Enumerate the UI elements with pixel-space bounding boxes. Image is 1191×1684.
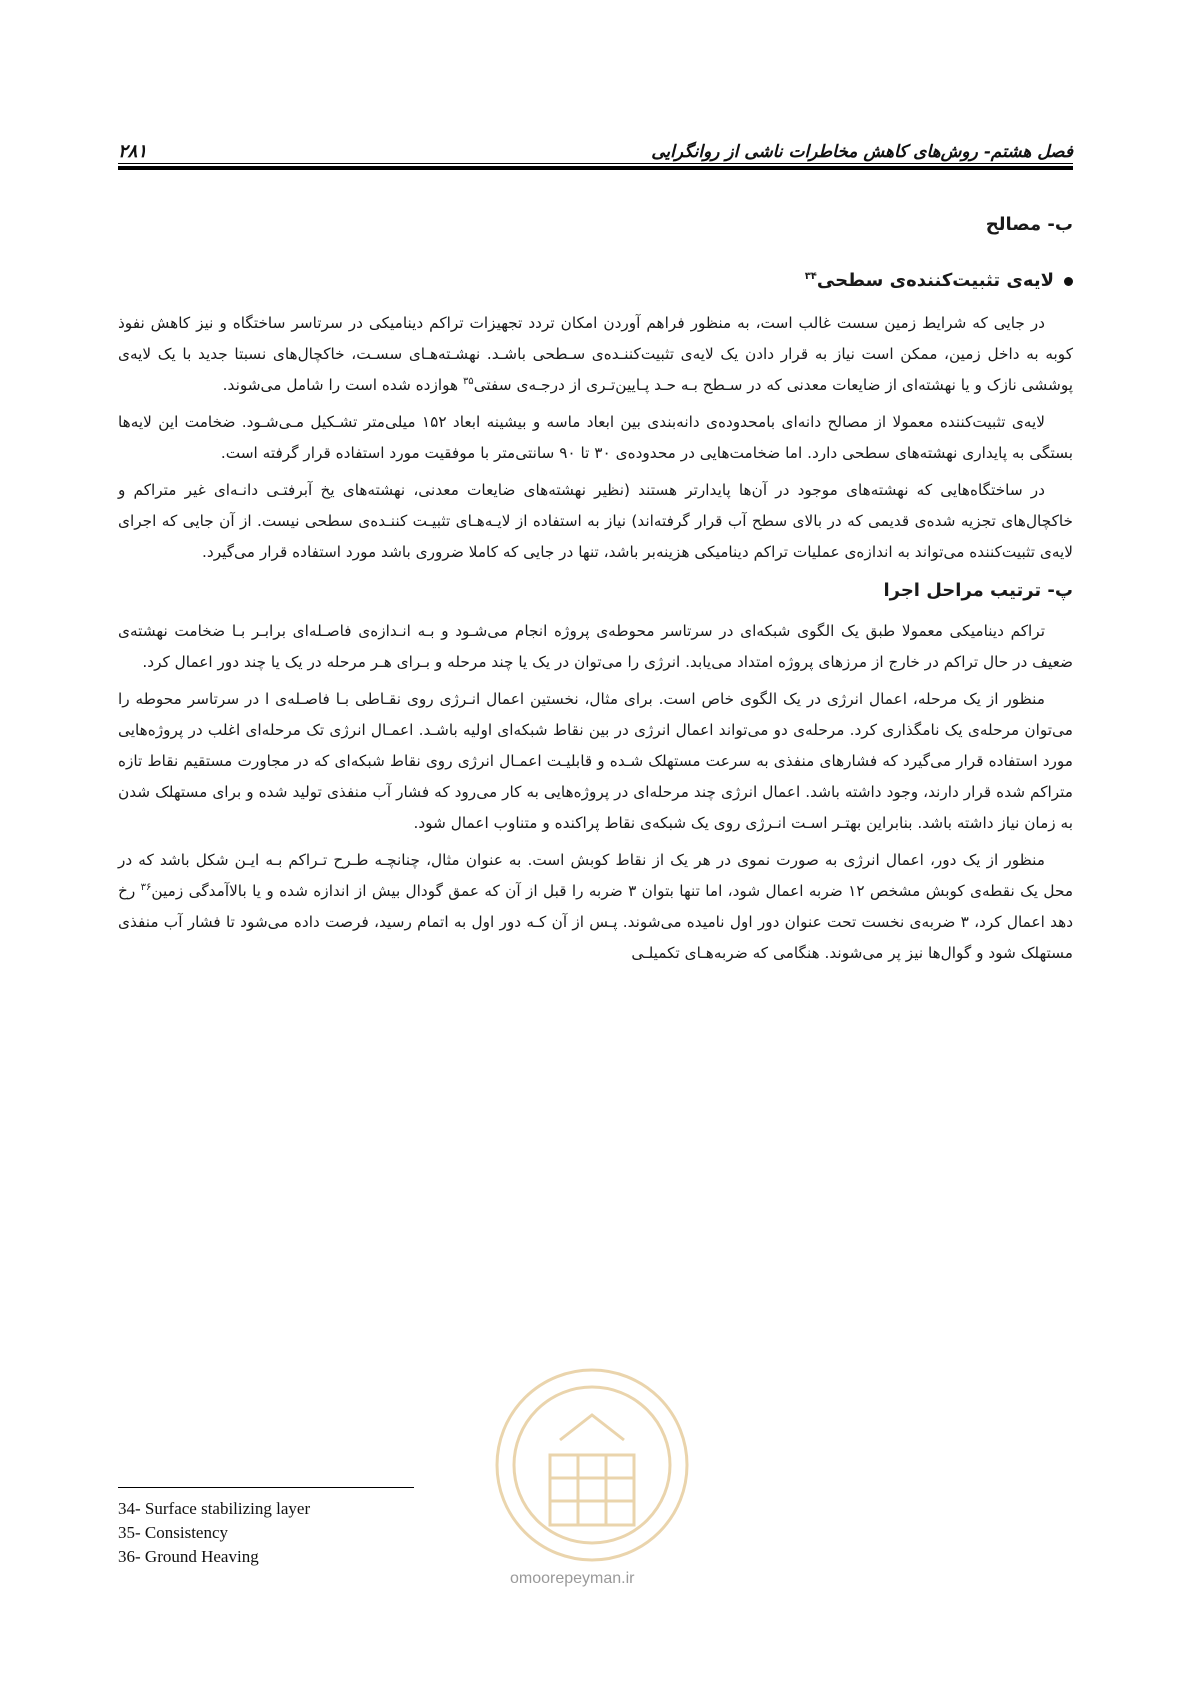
footnote: 35- Consistency: [118, 1523, 229, 1542]
paragraph: لایه‌ی تثبیت‌کننده معمولا از مصالح دانه‌ای بامحدوده‌ی دانه‌بندی بین ابعاد ماسه و بیشینه ابعاد ۱۵۲ میلی‌متر تشـکیل مـی‌شـود. ضخامت این لایه‌ها بستگی به پایداری نهشته‌های سطحی دارد. اما ضخامت‌هایی در محدوده‌ی ۳۰ تا ۹۰ سانتی‌متر با موفقیت مورد استفاده قرار گرفته است.: [118, 413, 1073, 462]
section-heading-execution-order: پ- ترتیب مراحل اجرا: [883, 580, 1073, 601]
bullet-icon: [1064, 277, 1073, 286]
header-rule-thin: [118, 163, 1073, 164]
paragraph: منظور از یک دور، اعمال انرژی به صورت نموی در هر یک از نقاط کوبش است. به عنوان مثال، چنانچـه طـرح تـراکم بـه ایـن شکل باشد که در محل یک نقطه‌ی کوبش مشخص ۱۲ ضربه اعمال شود، اما تنها بتوان ۳ ضربه را قبل از آن که عمق گودال بیش از اندازه شده و یا بالاآمدگی زمین$^{۳۶}$ رخ دهد اعمال کرد، ۳ ضربه‌ی نخست تحت عنوان دور اول نامیده می‌شوند. پـس از آن کـه دور اول به اتمام رسید، فرصت داده می‌شود تا فشار آب منفذی مستهلک شود و گوال‌ها نیز پر می‌شوند. هنگامی که ضربه‌هـای تکمیلـی: [118, 851, 1074, 962]
footnote-ref-34: ۳۴: [804, 271, 817, 282]
footnotes: [118, 1497, 310, 1569]
section-heading-materials: ب- مصالح: [985, 214, 1073, 235]
paragraph: در ساختگاه‌هایی که نهشته‌های موجود در آن‌ها پایدارتر هستند (نظیر نهشته‌های ضایعات معدنی، نهشته‌های یخ آبرفتـی دانـه‌ای غیر متراکم و خاکچال‌های تجزیه شده‌ی قدیمی که در بالای سطح آب قرار گرفته‌اند) نیاز به استفاده از لایـه‌هـای تثبیـت کننـده‌ی سطحی نیست. از آن جایی که اجرای لایه‌ی تثبیت‌کننده می‌تواند به اندازه‌ی عملیات تراکم دینامیکی هزینه‌بر باشد، تنها در جایی که کاملا ضروری باشد مورد استفاده قرار می‌گیرد.: [118, 481, 1073, 561]
watermark-seal-icon: [472, 1360, 712, 1590]
paragraph: منظور از یک مرحله، اعمال انرژی در یک الگوی خاص است. برای مثال، نخستین اعمال انـرژی روی نقـاطی بـا فاصـله‌ی l در سرتاسر محوطه را می‌توان مرحله‌ی یک نامگذاری کرد. مرحله‌ی دو می‌تواند اعمال انرژی در بین نقاط شبکه‌ای اولیه باشـد. اعمـال انرژی تک مرحله‌ای اغلب در پروژه‌هایی مورد استفاده قرار می‌گیرد که فشارهای منفذی به سرعت مستهلک شـده و قابلیـت اعمـال انرژی روی نقاط شبکه‌ای که در مجاورت مستقیم نقاط تازه متراکم شده قرار دارند، وجود داشته باشد. اعمال انرژی چند مرحله‌ای در پروژه‌هایی به کار می‌رود که فشار آب منفذی تولید شده و برای مستهلک شدن به زمان نیاز داشته باشد. بنابراین بهتـر اسـت انـرژی روی یک شبکه‌ی نقاط پراکنده و متناوب اعمال شود.: [118, 690, 1073, 832]
watermark-url: omoorepeyman.ir: [510, 1570, 635, 1587]
bullet-heading-text: لایه‌ی تثبیت‌کننده‌ی سطحی: [816, 270, 1054, 291]
running-header: [118, 128, 1073, 162]
page-number: ۲۸۱: [118, 141, 148, 162]
chapter-title: فصل هشتم- روش‌های کاهش مخاطرات ناشی از روانگرایی: [651, 142, 1073, 162]
header-rule-thick: [118, 166, 1073, 170]
bullet-heading: [118, 264, 1073, 298]
page-body: [118, 208, 1073, 975]
footnote-ref-35: ۳۵: [462, 375, 474, 387]
footnote: 34- Surface stabilizing layer: [118, 1499, 311, 1518]
paragraph: در جایی که شرایط زمین سست غالب است، به منظور فراهم آوردن امکان تردد تجهیزات تراکم دینامیکی در سرتاسر ساختگاه و نیز کاهش نفوذ کوبه به داخل زمین، ممکن است نیاز به قرار دادن یک لایه‌ی تثبیت‌کننـده‌ی سـطحی باشـد. نهشـته‌هـای سسـت، خاکچال‌های نسبتا جدید با یک لایه‌ی پوششی نازک و یا نهشته‌ای از ضایعات معدنی که در سـطح بـه حـد پـایین‌تـری از درجـه‌ی سفتی$^{۳۵}$ هوازده شده است را شامل می‌شوند.: [118, 314, 1073, 394]
footnote: 36- Ground Heaving: [118, 1547, 259, 1566]
footnote-ref-36: ۳۶: [140, 881, 152, 893]
footnote-separator: [118, 1487, 414, 1488]
paragraph: تراکم دینامیکی معمولا طبق یک الگوی شبکه‌ای در سرتاسر محوطه‌ی پروژه انجام می‌شـود و بـه انـدازه‌ی فاصـله‌ای برابـر بـا ضخامت نهشته‌ی ضعیف در حال تراکم در خارج از مرزهای پروژه امتداد می‌یابد. انرژی را می‌توان در یک یا چند مرحله و بـرای هـر مرحله در یک یا چند دور اعمال کرد.: [118, 622, 1073, 671]
